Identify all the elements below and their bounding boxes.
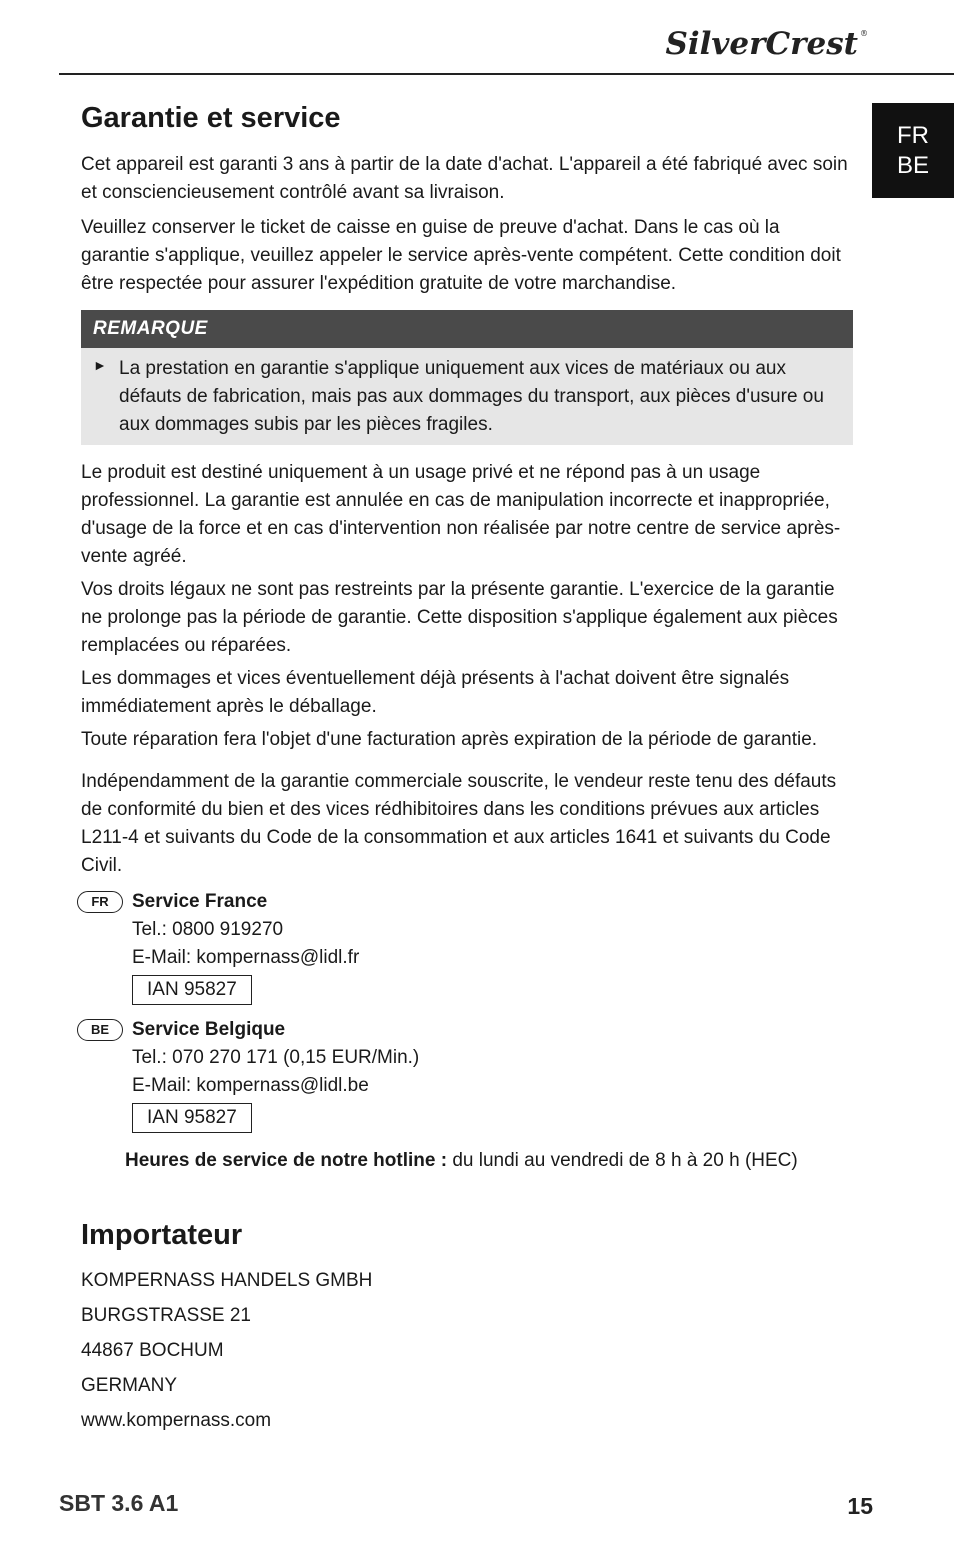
ian-box: IAN 95827 xyxy=(132,975,252,1005)
ian-box: IAN 95827 xyxy=(132,1103,252,1133)
note-title: REMARQUE xyxy=(81,310,853,348)
warranty-para-5: Les dommages et vices éventuellement déjà présents à l'achat doivent être signalés immédiatement après le déballage. xyxy=(81,668,790,717)
service-email: E-Mail: kompernass@lidl.fr xyxy=(132,947,360,968)
service-name: Service France xyxy=(132,891,268,912)
lang-secondary: BE xyxy=(896,152,929,179)
page-content xyxy=(81,96,853,1438)
warranty-para-6: Toute réparation fera l'objet d'une facturation après expiration de la période de garantie. xyxy=(81,729,818,750)
importer-website: www.kompernass.com xyxy=(81,1410,272,1431)
warranty-para-4: Vos droits légaux ne sont pas restreints par la présente garantie. L'exercice de la garantie ne prolonge pas la période de garantie. Cette disposition s'applique également aux pièces remplacées ou réparées. xyxy=(81,579,838,656)
importer-country: GERMANY xyxy=(81,1375,178,1396)
importer-address xyxy=(81,1263,853,1438)
header-rule xyxy=(59,73,954,75)
language-tab xyxy=(872,103,954,198)
page-number: 15 xyxy=(847,1493,873,1519)
warranty-para-3: Le produit est destiné uniquement à un usage privé et ne répond pas à un usage professionnel. La garantie est annulée en cas de manipulation incorrecte et inappropriée, d'usage de la force et en cas d'intervention non réalisée par notre centre de service après-vente agréé. xyxy=(81,462,841,567)
country-badge-fr: FR xyxy=(77,891,123,913)
note-text: La prestation en garantie s'applique uniquement aux vices de matériaux ou aux défauts de fabrication, mais pas aux dommages du transport, aux pièces d'usure ou aux dommages subis par les pièces fragiles. xyxy=(119,358,824,435)
warranty-title: Garantie et service xyxy=(81,102,341,134)
service-belgique xyxy=(81,1016,853,1133)
note-box xyxy=(81,310,853,445)
hotline-hours xyxy=(81,1147,853,1175)
service-phone: Tel.: 070 270 171 (0,15 EUR/Min.) xyxy=(132,1047,420,1068)
brand-logo: SilverCrest ® xyxy=(665,26,868,62)
service-name: Service Belgique xyxy=(132,1019,286,1040)
warranty-para-2: Veuillez conserver le ticket de caisse en guise de preuve d'achat. Dans le cas où la garantie s'applique, veuillez appeler le service après-vente compétent. Cette condition doit être respectée pour assurer l'expédition gratuite de votre marchandise. xyxy=(81,217,841,294)
country-badge-be: BE xyxy=(77,1019,123,1041)
importer-company: KOMPERNASS HANDELS GMBH xyxy=(81,1270,373,1291)
warranty-para-1: Cet appareil est garanti 3 ans à partir de la date d'achat. L'appareil a été fabriqué avec soin et consciencieusement contrôlé avant sa livraison. xyxy=(81,154,848,203)
model-number: SBT 3.6 A1 xyxy=(59,1490,179,1516)
lang-primary: FR xyxy=(897,122,929,149)
service-france xyxy=(81,888,853,1005)
hotline-time: du lundi au vendredi de 8 h à 20 h (HEC) xyxy=(452,1150,798,1171)
hotline-label: Heures de service de notre hotline : xyxy=(125,1150,448,1171)
service-phone: Tel.: 0800 919270 xyxy=(132,919,284,940)
warranty-para-7: Indépendamment de la garantie commerciale souscrite, le vendeur reste tenu des défauts de conformité du bien et des vices rédhibitoires dans les conditions prévues aux articles L211-4 et suivants du Code de la consommation et aux articles 1641 et suivants du Code Civil. xyxy=(81,771,837,876)
importer-street: BURGSTRASSE 21 xyxy=(81,1305,251,1326)
service-email: E-Mail: kompernass@lidl.be xyxy=(132,1075,369,1096)
importer-city: 44867 BOCHUM xyxy=(81,1340,224,1361)
note-body xyxy=(81,348,853,445)
importer-title: Importateur xyxy=(81,1219,243,1251)
bullet-arrow-icon: ► xyxy=(93,357,107,373)
